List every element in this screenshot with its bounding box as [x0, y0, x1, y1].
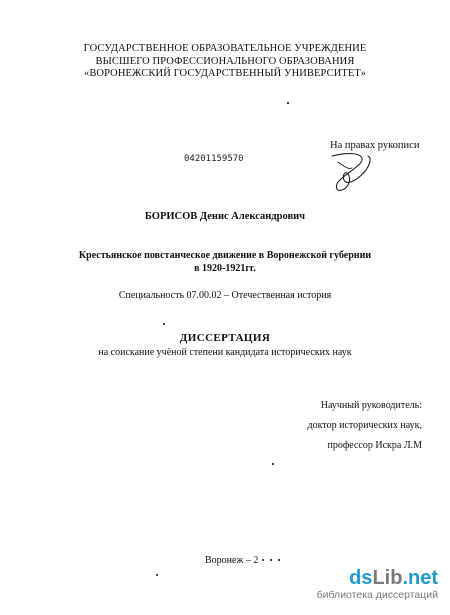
scan-speck	[278, 559, 280, 561]
scan-speck	[156, 574, 158, 576]
scan-speck	[262, 559, 264, 561]
supervisor-block	[308, 396, 422, 456]
supervisor-name: профессор Искра Л.М	[327, 440, 422, 451]
logo-lib: Lib	[372, 567, 403, 589]
scan-speck	[163, 323, 165, 325]
scan-speck	[287, 102, 289, 104]
scan-speck	[270, 559, 272, 561]
scan-speck	[272, 463, 274, 465]
supervisor-degree: доктор исторических наук,	[307, 420, 422, 431]
institution-line-3: «ВОРОНЕЖСКИЙ ГОСУДАРСТВЕННЫЙ УНИВЕРСИТЕТ»	[83, 68, 367, 79]
institution-line-2: ВЫСШЕГО ПРОФЕССИОНАЛЬНОГО ОБРАЗОВАНИЯ	[95, 55, 355, 67]
specialty: Специальность 07.00.02 – Отечественная история	[118, 290, 332, 301]
title-line-2: в 1920-1921гг.	[194, 262, 256, 274]
logo-tld: .net	[402, 567, 438, 589]
manuscript-rights: На правах рукописи	[330, 140, 420, 151]
author-name: БОРИСОВ Денис Александрович	[144, 211, 306, 222]
institution-header	[0, 43, 450, 81]
dslib-logo	[317, 568, 438, 588]
handwritten-signature	[318, 150, 388, 194]
registration-code: 04201159570	[184, 154, 244, 164]
degree-line: на соискание учёной степени кандидата исторических наук	[98, 347, 352, 358]
logo-ds: ds	[349, 567, 373, 589]
place-year: Воронеж – 2	[205, 555, 259, 566]
title-line-1: Крестьянское повстанческое движение в Воронежской губернии	[78, 250, 372, 261]
supervisor-label: Научный руководитель:	[320, 400, 422, 411]
institution-line-1: ГОСУДАРСТВЕННОЕ ОБРАЗОВАТЕЛЬНОЕ УЧРЕЖДЕНИЕ	[83, 43, 367, 54]
watermark-subtitle: библиотека диссертаций	[316, 589, 438, 601]
dslib-watermark	[317, 568, 438, 601]
dissertation-title	[0, 250, 450, 275]
document-type: ДИССЕРТАЦИЯ	[179, 332, 271, 344]
